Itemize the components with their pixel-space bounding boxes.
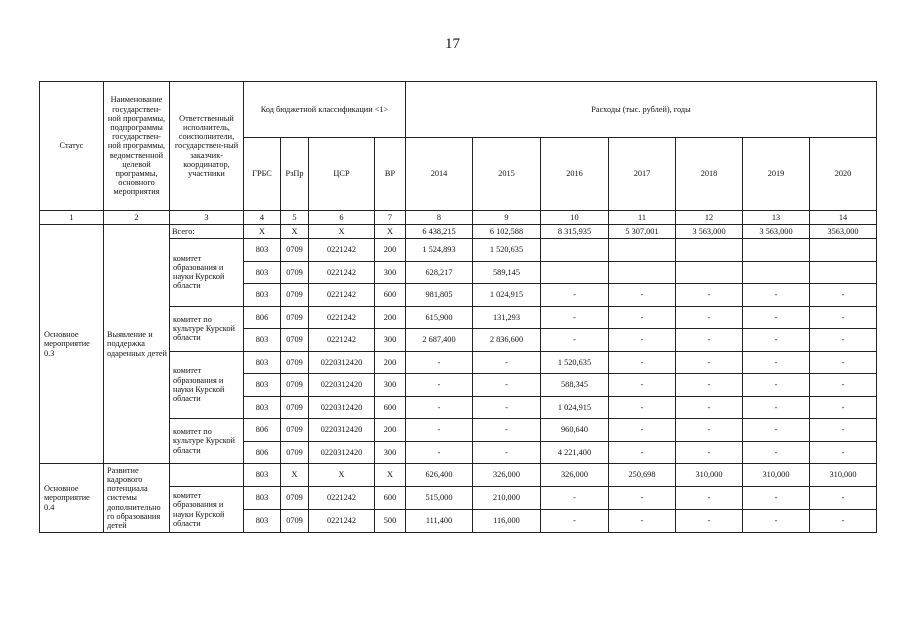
data-cell: 0221242 xyxy=(309,510,375,533)
data-cell: 0709 xyxy=(281,261,309,284)
data-cell: X xyxy=(281,464,309,487)
data-cell: - xyxy=(810,351,877,374)
data-cell: - xyxy=(541,487,609,510)
total-cell: 3563,000 xyxy=(810,225,877,239)
data-cell: - xyxy=(609,351,676,374)
column-number: 3 xyxy=(170,211,244,225)
column-number: 6 xyxy=(309,211,375,225)
total-cell: 3 563,000 xyxy=(743,225,810,239)
data-cell: - xyxy=(810,396,877,419)
data-cell: 300 xyxy=(375,374,406,397)
data-cell: 4 221,400 xyxy=(541,441,609,464)
data-cell: 0221242 xyxy=(309,329,375,352)
data-cell: 310,000 xyxy=(810,464,877,487)
data-cell: - xyxy=(676,306,743,329)
data-cell: 806 xyxy=(244,419,281,442)
data-cell: 0220312420 xyxy=(309,396,375,419)
data-cell: 1 024,915 xyxy=(473,284,541,307)
data-cell: 589,145 xyxy=(473,261,541,284)
header-vr: ВР xyxy=(375,138,406,211)
data-cell xyxy=(810,261,877,284)
data-cell: 0709 xyxy=(281,239,309,262)
column-number: 10 xyxy=(541,211,609,225)
data-cell: - xyxy=(406,396,473,419)
data-cell: 626,400 xyxy=(406,464,473,487)
data-cell: - xyxy=(609,284,676,307)
data-cell: - xyxy=(676,396,743,419)
data-cell xyxy=(609,239,676,262)
header-rzpr: РзПр xyxy=(281,138,309,211)
data-cell: - xyxy=(541,510,609,533)
data-cell: 803 xyxy=(244,374,281,397)
data-cell: - xyxy=(541,306,609,329)
data-cell: - xyxy=(676,441,743,464)
data-cell: 0709 xyxy=(281,441,309,464)
data-cell: 0220312420 xyxy=(309,374,375,397)
column-number: 2 xyxy=(104,211,170,225)
data-cell: - xyxy=(609,487,676,510)
responsible-cell: комитет по культуре Курской области xyxy=(170,306,244,351)
header-responsible: Ответственный исполнитель, соисполнители, государствен-ный заказчик-координатор, участники xyxy=(170,82,244,211)
data-cell: 1 524,893 xyxy=(406,239,473,262)
status-cell: Основное мероприятие 0.3 xyxy=(40,225,104,464)
data-cell: - xyxy=(676,374,743,397)
data-cell: 0221242 xyxy=(309,306,375,329)
data-cell: - xyxy=(609,396,676,419)
data-cell: - xyxy=(406,374,473,397)
header-year: 2016 xyxy=(541,138,609,211)
data-cell: - xyxy=(406,351,473,374)
header-year: 2020 xyxy=(810,138,877,211)
header-csr: ЦСР xyxy=(309,138,375,211)
total-cell: X xyxy=(281,225,309,239)
data-cell: - xyxy=(676,510,743,533)
column-number: 4 xyxy=(244,211,281,225)
data-cell: - xyxy=(609,510,676,533)
data-cell: 2 836,600 xyxy=(473,329,541,352)
page-number: 17 xyxy=(445,36,460,52)
data-cell: X xyxy=(309,464,375,487)
data-cell: 0709 xyxy=(281,284,309,307)
column-number: 7 xyxy=(375,211,406,225)
data-cell: 803 xyxy=(244,464,281,487)
data-cell: 300 xyxy=(375,329,406,352)
total-cell: X xyxy=(244,225,281,239)
header-grbs: ГРБС xyxy=(244,138,281,211)
data-cell: 0709 xyxy=(281,487,309,510)
data-cell: - xyxy=(609,441,676,464)
data-cell: 310,000 xyxy=(676,464,743,487)
data-cell: - xyxy=(743,419,810,442)
total-cell: 8 315,935 xyxy=(541,225,609,239)
header-name: Наименование государствен-ной программы, подпрограммы государствен-ной программы, ведомственной целевой программы, основного мероприятия xyxy=(104,82,170,211)
total-cell: 6 438,215 xyxy=(406,225,473,239)
column-number: 1 xyxy=(40,211,104,225)
data-cell: 600 xyxy=(375,487,406,510)
data-cell: - xyxy=(609,374,676,397)
data-cell: - xyxy=(743,351,810,374)
data-cell: 803 xyxy=(244,396,281,419)
column-number: 14 xyxy=(810,211,877,225)
data-cell: 200 xyxy=(375,351,406,374)
data-cell: 2 687,400 xyxy=(406,329,473,352)
total-cell: X xyxy=(375,225,406,239)
data-cell: - xyxy=(810,419,877,442)
data-cell: 0709 xyxy=(281,329,309,352)
data-cell: 326,000 xyxy=(473,464,541,487)
data-cell: 0709 xyxy=(281,351,309,374)
data-cell: - xyxy=(473,396,541,419)
total-label: Всего: xyxy=(170,225,244,239)
data-cell: - xyxy=(743,510,810,533)
data-cell: 326,000 xyxy=(541,464,609,487)
header-year: 2017 xyxy=(609,138,676,211)
data-cell: 960,640 xyxy=(541,419,609,442)
data-cell: 803 xyxy=(244,487,281,510)
header-status: Статус xyxy=(40,82,104,211)
data-cell: 0709 xyxy=(281,374,309,397)
name-cell: Развитие кадрового потенциала системы дополнительно го образования детей xyxy=(104,464,170,533)
data-cell: - xyxy=(743,306,810,329)
data-cell: 981,805 xyxy=(406,284,473,307)
data-cell: 200 xyxy=(375,306,406,329)
data-cell: - xyxy=(743,396,810,419)
responsible-cell: комитет образования и науки Курской области xyxy=(170,239,244,307)
data-cell: 515,000 xyxy=(406,487,473,510)
data-cell xyxy=(743,239,810,262)
data-cell: 500 xyxy=(375,510,406,533)
data-cell: - xyxy=(473,351,541,374)
data-cell: 588,345 xyxy=(541,374,609,397)
data-cell: - xyxy=(743,284,810,307)
data-cell: 0220312420 xyxy=(309,419,375,442)
data-cell: - xyxy=(473,374,541,397)
data-cell: 1 520,635 xyxy=(541,351,609,374)
data-cell: - xyxy=(609,329,676,352)
data-cell: 0221242 xyxy=(309,284,375,307)
total-cell: X xyxy=(309,225,375,239)
data-cell: - xyxy=(676,351,743,374)
header-year: 2019 xyxy=(743,138,810,211)
data-cell: 806 xyxy=(244,306,281,329)
data-cell: 600 xyxy=(375,284,406,307)
data-cell: - xyxy=(810,306,877,329)
data-cell: - xyxy=(810,510,877,533)
column-number: 9 xyxy=(473,211,541,225)
data-cell: - xyxy=(743,374,810,397)
data-cell: - xyxy=(609,306,676,329)
data-cell: 0709 xyxy=(281,306,309,329)
data-cell: 0709 xyxy=(281,419,309,442)
data-cell: 600 xyxy=(375,396,406,419)
data-cell: - xyxy=(743,329,810,352)
data-cell: - xyxy=(743,441,810,464)
responsible-cell: комитет по культуре Курской области xyxy=(170,419,244,464)
header-year: 2014 xyxy=(406,138,473,211)
data-cell: - xyxy=(473,441,541,464)
data-cell: 615,900 xyxy=(406,306,473,329)
data-cell: - xyxy=(743,487,810,510)
data-cell: 1 024,915 xyxy=(541,396,609,419)
data-cell: 250,698 xyxy=(609,464,676,487)
data-cell: 300 xyxy=(375,441,406,464)
data-cell: - xyxy=(810,284,877,307)
data-cell: - xyxy=(810,374,877,397)
data-cell: 0221242 xyxy=(309,487,375,510)
name-cell: Выявление и поддержка одаренных детей xyxy=(104,225,170,464)
data-cell: 0220312420 xyxy=(309,441,375,464)
header-expenses: Расходы (тыс. рублей), годы xyxy=(406,82,877,138)
data-cell xyxy=(541,261,609,284)
data-cell xyxy=(676,239,743,262)
column-number: 5 xyxy=(281,211,309,225)
data-cell: 0709 xyxy=(281,396,309,419)
data-cell: - xyxy=(810,329,877,352)
data-cell: 210,000 xyxy=(473,487,541,510)
data-cell: 803 xyxy=(244,239,281,262)
data-cell: 803 xyxy=(244,351,281,374)
data-cell: - xyxy=(676,329,743,352)
column-number-row xyxy=(40,211,877,225)
data-cell: 200 xyxy=(375,239,406,262)
responsible-cell-empty xyxy=(170,464,244,487)
data-cell: 200 xyxy=(375,419,406,442)
column-number: 11 xyxy=(609,211,676,225)
data-cell xyxy=(810,239,877,262)
data-cell xyxy=(609,261,676,284)
data-cell: 111,400 xyxy=(406,510,473,533)
data-cell: - xyxy=(541,284,609,307)
data-cell: 131,293 xyxy=(473,306,541,329)
responsible-cell: комитет образования и науки Курской области xyxy=(170,351,244,419)
table-row xyxy=(40,464,877,487)
total-cell: 5 307,001 xyxy=(609,225,676,239)
data-cell: X xyxy=(375,464,406,487)
data-cell: 628,217 xyxy=(406,261,473,284)
data-cell: - xyxy=(676,419,743,442)
data-cell: - xyxy=(810,487,877,510)
header-year: 2018 xyxy=(676,138,743,211)
data-cell: - xyxy=(406,419,473,442)
data-cell: 116,000 xyxy=(473,510,541,533)
header-budget-code: Код бюджетной классификации <1> xyxy=(244,82,406,138)
data-cell: - xyxy=(406,441,473,464)
data-cell: 0709 xyxy=(281,510,309,533)
data-cell: - xyxy=(676,487,743,510)
data-cell: 803 xyxy=(244,510,281,533)
data-cell: 0221242 xyxy=(309,261,375,284)
data-cell xyxy=(541,239,609,262)
data-cell xyxy=(743,261,810,284)
table-row xyxy=(40,225,877,239)
data-cell: 806 xyxy=(244,441,281,464)
total-cell: 6 102,588 xyxy=(473,225,541,239)
header-year: 2015 xyxy=(473,138,541,211)
data-cell: - xyxy=(676,284,743,307)
status-cell: Основное мероприятие 0.4 xyxy=(40,464,104,533)
data-cell: - xyxy=(541,329,609,352)
responsible-cell: комитет образования и науки Курской области xyxy=(170,487,244,533)
data-cell: 300 xyxy=(375,261,406,284)
data-cell: 0221242 xyxy=(309,239,375,262)
data-cell: 803 xyxy=(244,329,281,352)
data-cell: - xyxy=(609,419,676,442)
data-cell xyxy=(676,261,743,284)
budget-table xyxy=(39,81,877,533)
data-cell: - xyxy=(473,419,541,442)
data-cell: 803 xyxy=(244,284,281,307)
data-cell: 1 520,635 xyxy=(473,239,541,262)
total-cell: 3 563,000 xyxy=(676,225,743,239)
data-cell: - xyxy=(810,441,877,464)
data-cell: 0220312420 xyxy=(309,351,375,374)
column-number: 13 xyxy=(743,211,810,225)
data-cell: 803 xyxy=(244,261,281,284)
column-number: 12 xyxy=(676,211,743,225)
data-cell: 310,000 xyxy=(743,464,810,487)
column-number: 8 xyxy=(406,211,473,225)
